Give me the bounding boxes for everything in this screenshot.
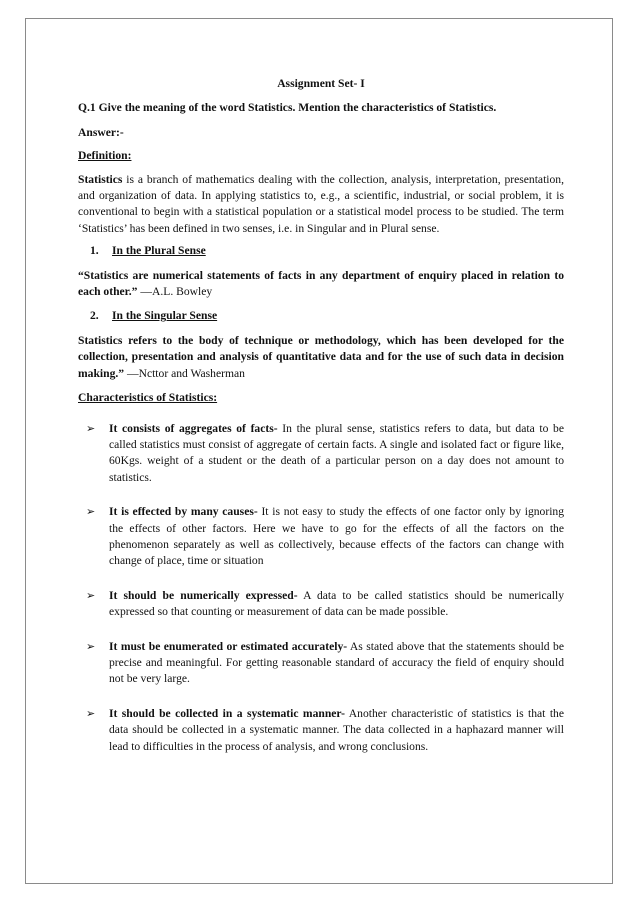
characteristics-list <box>78 421 564 756</box>
answer-label: Answer:- <box>78 125 124 139</box>
arrow-bullet-icon: ➢ <box>86 588 96 602</box>
item-heading: It should be collected in a systematic manner- <box>109 706 345 720</box>
list-item <box>86 504 564 570</box>
item-text: A data to be called statistics should be numerically expressed so that counting or measurement of data can be made possible. <box>109 588 564 619</box>
definition-text: is a branch of mathematics dealing with the collection, analysis, interpretation, presentation, and organization of data. In applying statistics to, e.g., a scientific, industrial, or social problem, it is conventional to begin with a statistical population or a statistical model process to be studied. The term ‘Statistics’ has been defined in two senses, i.e. in Singular and in Plural sense. <box>78 172 564 235</box>
item-heading: It consists of aggregates of facts- <box>109 421 278 435</box>
list-item <box>86 706 564 755</box>
sense-title: In the Singular Sense <box>112 309 218 323</box>
sense-number: 1. <box>90 244 99 258</box>
sense-plural-quote <box>78 268 564 301</box>
sense-singular-quote <box>78 333 564 382</box>
item-heading: It must be enumerated or estimated accurately- <box>109 639 348 653</box>
quote-source: —Ncttor and Washerman <box>124 366 245 380</box>
definition-label: Definition: <box>78 149 132 163</box>
quote-text: “Statistics are numerical statements of facts in any department of enquiry placed in relation to each other.” <box>78 268 564 299</box>
item-heading: It should be numerically expressed- <box>109 588 298 602</box>
quote-text: Statistics refers to the body of technique or methodology, which has been developed for the collection, presentation and analysis of quantitative data and for the use of such data in decision making.” <box>78 333 564 380</box>
sense-plural-heading <box>90 243 564 259</box>
document-body <box>78 76 564 773</box>
item-text: Another characteristic of statistics is that the data should be collected in a systematic manner. The data collected in a haphazard manner will lead to difficulties in the process of analysis, and wrong conclusions. <box>109 706 564 753</box>
arrow-bullet-icon: ➢ <box>86 421 96 435</box>
definition-paragraph <box>78 172 564 238</box>
item-text: In the plural sense, statistics refers to data, but data to be called statistics must consist of aggregate of certain facts. A single and isolated fact or figure like, 60Kgs. weight of a student or the death of a particular person on a day does not amount to statistics. <box>109 421 564 484</box>
item-heading: It is effected by many causes- <box>109 505 258 519</box>
sense-number: 2. <box>90 309 99 323</box>
characteristics-heading: Characteristics of Statistics: <box>78 391 218 405</box>
arrow-bullet-icon: ➢ <box>86 706 96 720</box>
question: Q.1 Give the meaning of the word Statistics. Mention the characteristics of Statistics. <box>78 101 497 115</box>
page-title: Assignment Set- I <box>277 77 365 90</box>
list-item <box>86 421 564 487</box>
sense-title: In the Plural Sense <box>112 244 206 258</box>
item-text: It is not easy to study the effects of one factor only by ignoring the effects of other factors. Here we have to go for the effects of all the factors on the phenomenon separately as well as collectively, because effects of the factors can change with change of place, time or situation <box>109 505 565 568</box>
item-text: As stated above that the statements should be precise and meaningful. For getting reasonable standard of accuracy the field of enquiry should not be very large. <box>109 639 564 686</box>
list-item <box>86 588 564 621</box>
sense-singular-heading <box>90 308 564 324</box>
definition-term: Statistics <box>78 172 123 186</box>
list-item <box>86 639 564 688</box>
arrow-bullet-icon: ➢ <box>86 639 96 653</box>
arrow-bullet-icon: ➢ <box>86 505 96 519</box>
quote-source: —A.L. Bowley <box>137 285 213 299</box>
